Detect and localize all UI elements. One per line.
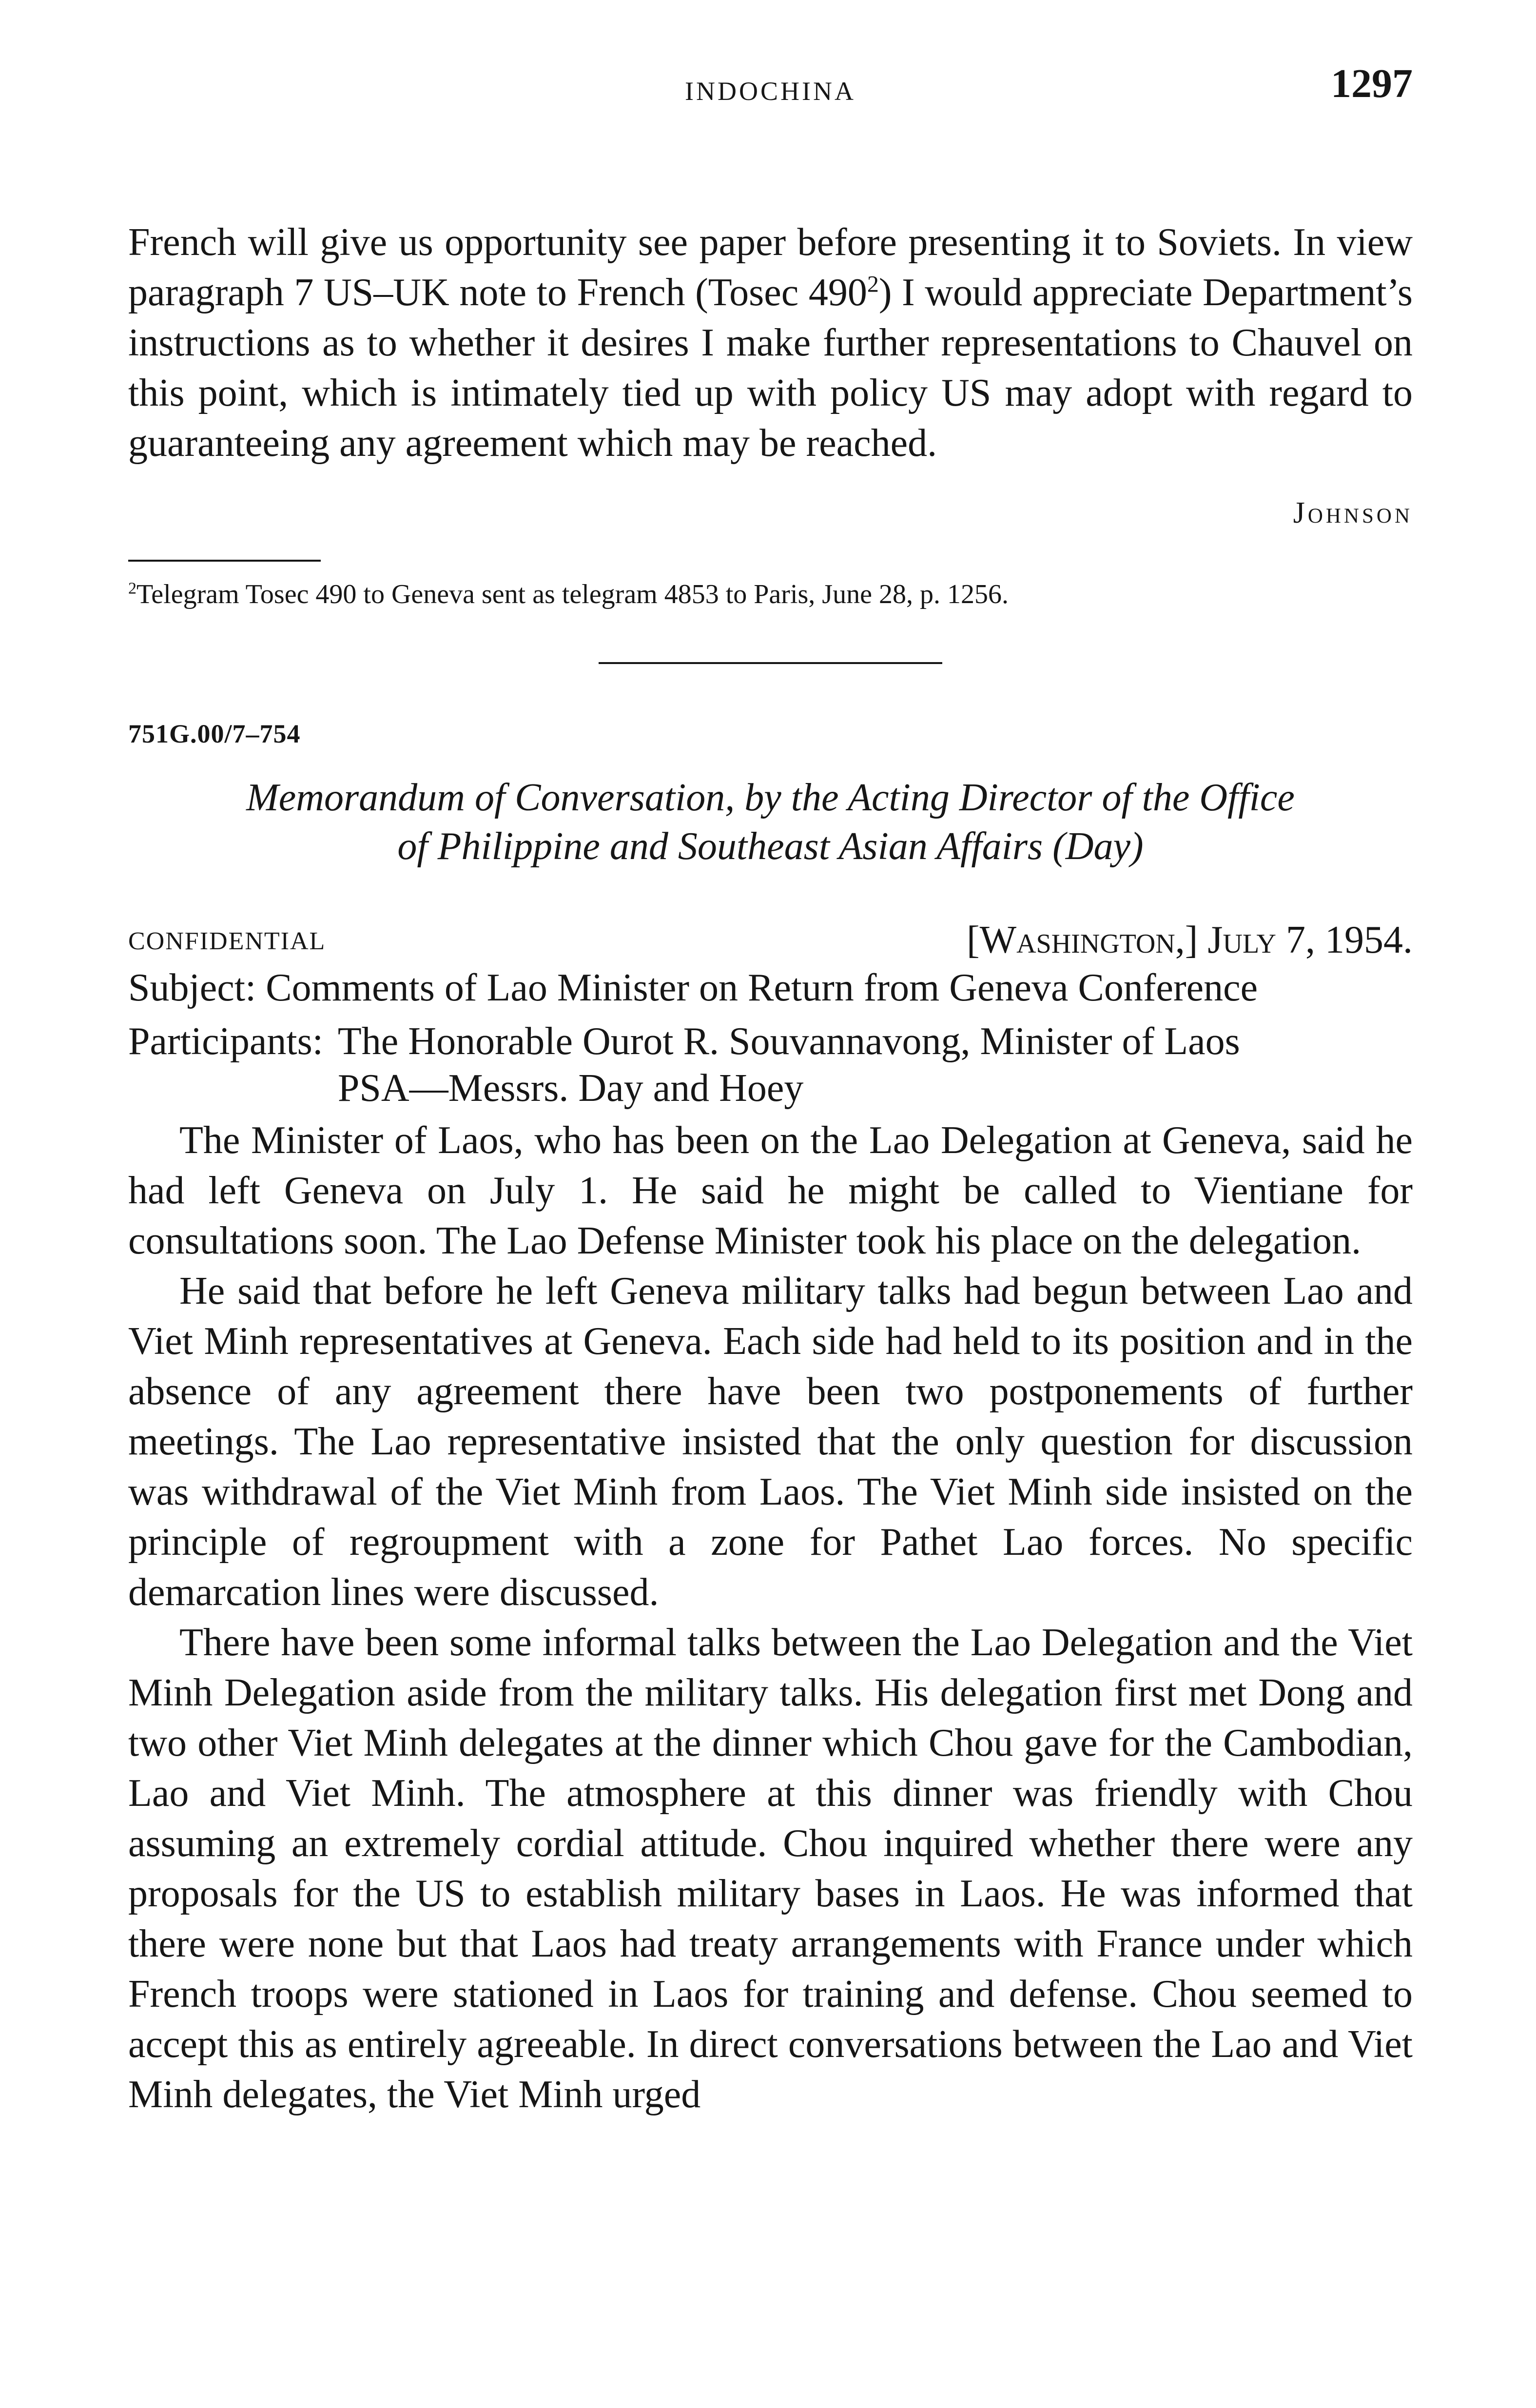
place-date: [Washington,] July 7, 1954. (966, 919, 1413, 961)
footnote-text: Telegram Tosec 490 to Geneva sent as telegram 4853 to Paris, June 28, p. 1256. (136, 579, 1009, 609)
body-paragraph-3: There have been some informal talks between the Lao Delegation and the Viet Minh Delegation aside from the military talks. His delegation first met Dong and two other Viet Minh delegates at the dinner which Chou gave for the Cambodian, Lao and Viet Minh. The atmosphere at this dinner was friendly with Chou assuming an extremely cordial attitude. Chou inquired whether there were any proposals for the US to establish military bases in Laos. He was informed that there were none but that Laos had treaty arrangements with France under which French troops were stationed in Laos for training and defense. Chou seemed to accept this as entirely agreeable. In direct conversations between the Lao and Viet Minh delegates, the Viet Minh urged (128, 1621, 1413, 2116)
continuation-paragraph (128, 217, 1413, 469)
subject-row (128, 964, 1413, 1011)
document-page (128, 63, 1413, 2120)
subject-label: Subject: (128, 966, 256, 1009)
participants-row (128, 1018, 1413, 1112)
running-header (128, 63, 1413, 127)
footnote-reference: 2 (867, 271, 879, 297)
footnote-marker: 2 (128, 579, 136, 598)
continuation-text-b: ) I would appreciate Department’s instructions as to whether it desires I make further representations to Chauvel on this point, which is intimately tied up with policy US may adopt with regard to guaranteeing any agreement which may be reached. (128, 271, 1413, 465)
participant-1: The Honorable Ourot R. Souvannavong, Minister of Laos (337, 1020, 1240, 1063)
memo-meta (128, 914, 1413, 962)
memo-title-line-1: Memorandum of Conversation, by the Acting Director of the Office (246, 776, 1295, 819)
subject-value: Comments of Lao Minister on Return from Geneva Conference (266, 966, 1258, 1009)
memo-title (128, 773, 1413, 871)
document-id: 751G.00/7–754 (128, 719, 301, 748)
participant-2: PSA—Messrs. Day and Hoey (337, 1067, 804, 1110)
footnote (128, 577, 1413, 611)
participants-label: Participants: (128, 1020, 323, 1063)
memo-title-line-2: of Philippine and Southeast Asian Affairs (Day) (397, 825, 1144, 868)
body-paragraph-2: He said that before he left Geneva military talks had begun between Lao and Viet Minh representatives at Geneva. Each side had held to its position and in the absence of any agreement there have been two postponements of further meetings. The Lao representative insisted that the only question for discussion was withdrawal of the Viet Minh from Laos. The Viet Minh side insisted on the principle of regroupment with a zone for Pathet Lao forces. No specific demarcation lines were discussed. (128, 1270, 1413, 1614)
signature: Johnson (1293, 496, 1413, 529)
footnote-rule (128, 560, 321, 562)
participants-list (323, 1018, 1413, 1112)
section-separator (599, 662, 942, 664)
page-number: 1297 (1331, 61, 1413, 106)
continuation-text-a: French will give us opportunity see paper before presenting it to Soviets. In view paragraph 7 US–UK note to French (Tosec 490 (128, 221, 1413, 314)
body-paragraph-1: The Minister of Laos, who has been on the Lao Delegation at Geneva, said he had left Geneva on July 1. He said he might be called to Vientiane for consultations soon. The Lao Defense Minister took his place on the delegation. (128, 1119, 1413, 1262)
classification-label: CONFIDENTIAL (128, 927, 326, 955)
running-title: INDOCHINA (685, 77, 856, 106)
